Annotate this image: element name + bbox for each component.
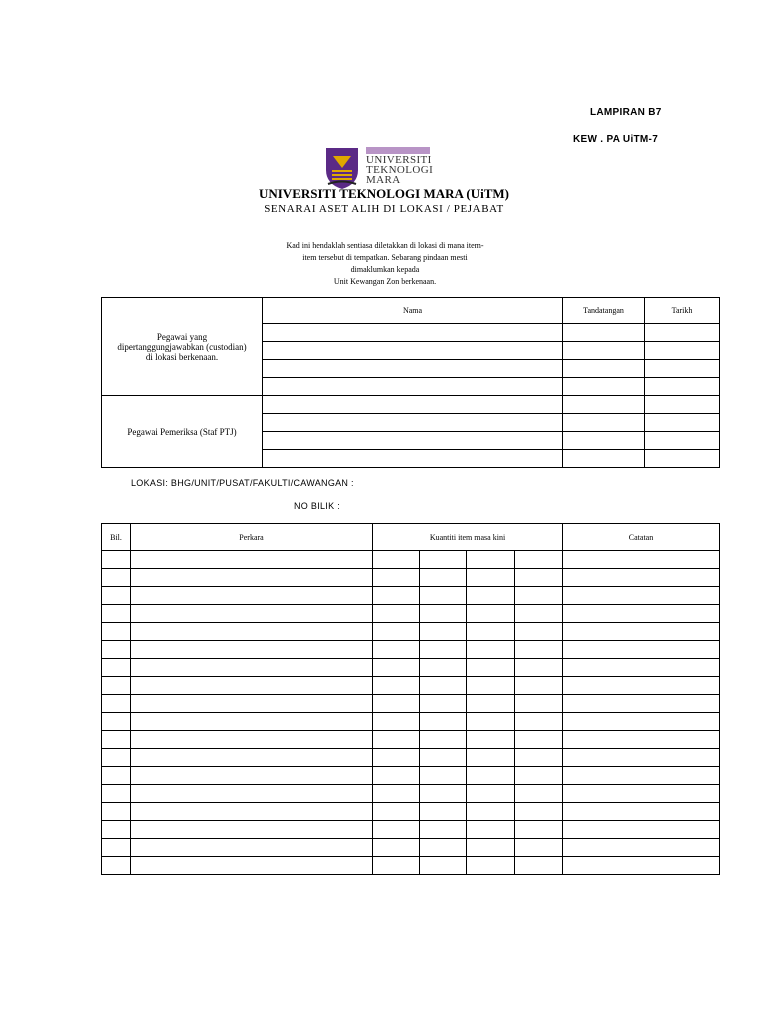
table-row [102,396,720,414]
qty-cell[interactable] [373,659,420,677]
qty-cell[interactable] [467,731,515,749]
bil-cell[interactable] [102,767,131,785]
qty-cell[interactable] [373,731,420,749]
date-cell[interactable] [645,324,720,342]
qty-cell[interactable] [373,713,420,731]
table-row [102,641,720,659]
qty-cell[interactable] [467,551,515,569]
catatan-cell[interactable] [563,803,720,821]
catatan-cell[interactable] [563,677,720,695]
custodian-label: Pegawai yang dipertanggungjawabkan (custodian) di lokasi berkenaan. [102,298,263,396]
qty-cell[interactable] [515,569,563,587]
catatan-cell[interactable] [563,821,720,839]
qty-cell[interactable] [467,785,515,803]
bil-cell[interactable] [102,695,131,713]
logo-text-mara: MARA [366,174,401,186]
qty-cell[interactable] [373,587,420,605]
signature-cell[interactable] [563,414,645,432]
col-header-perkara: Perkara [131,524,373,551]
perkara-cell[interactable] [131,749,373,767]
perkara-cell[interactable] [131,803,373,821]
bil-cell[interactable] [102,551,131,569]
perkara-cell[interactable] [131,587,373,605]
perkara-cell[interactable] [131,605,373,623]
qty-cell[interactable] [467,821,515,839]
perkara-cell[interactable] [131,551,373,569]
table-row [102,551,720,569]
instruction-line: dimaklumkan kepada [350,265,420,274]
qty-cell[interactable] [515,677,563,695]
table-row [102,677,720,695]
name-cell[interactable] [263,396,563,414]
qty-cell[interactable] [373,839,420,857]
qty-cell[interactable] [373,677,420,695]
table-row [102,821,720,839]
signature-cell[interactable] [563,396,645,414]
qty-cell[interactable] [515,839,563,857]
bil-cell[interactable] [102,839,131,857]
instructions [250,240,520,288]
catatan-cell[interactable] [563,713,720,731]
qty-cell[interactable] [515,695,563,713]
officers-table [101,297,720,468]
qty-cell[interactable] [373,803,420,821]
col-header-tandatangan: Tandatangan [563,298,645,324]
qty-cell[interactable] [515,659,563,677]
qty-cell[interactable] [420,857,467,875]
col-header-catatan: Catatan [563,524,720,551]
perkara-cell[interactable] [131,659,373,677]
bil-cell[interactable] [102,587,131,605]
signature-cell[interactable] [563,324,645,342]
qty-cell[interactable] [467,659,515,677]
location-label: LOKASI: BHG/UNIT/PUSAT/FAKULTI/CAWANGAN : [131,478,354,488]
qty-cell[interactable] [467,749,515,767]
bil-cell[interactable] [102,605,131,623]
qty-cell[interactable] [467,767,515,785]
qty-cell[interactable] [420,713,467,731]
bil-cell[interactable] [102,749,131,767]
perkara-cell[interactable] [131,821,373,839]
name-cell[interactable] [263,414,563,432]
qty-cell[interactable] [467,713,515,731]
perkara-cell[interactable] [131,839,373,857]
date-cell[interactable] [645,342,720,360]
qty-cell[interactable] [420,569,467,587]
perkara-cell[interactable] [131,623,373,641]
qty-cell[interactable] [420,659,467,677]
bil-cell[interactable] [102,713,131,731]
qty-cell[interactable] [467,587,515,605]
qty-cell[interactable] [373,821,420,839]
qty-cell[interactable] [467,641,515,659]
col-header-nama: Nama [263,298,563,324]
qty-cell[interactable] [420,551,467,569]
qty-cell[interactable] [515,731,563,749]
logo-text-teknologi: TEKNOLOGI [366,164,434,176]
qty-cell[interactable] [420,587,467,605]
table-row [102,605,720,623]
bil-cell[interactable] [102,623,131,641]
qty-cell[interactable] [467,623,515,641]
perkara-cell[interactable] [131,857,373,875]
perkara-cell[interactable] [131,677,373,695]
instruction-line: item tersebut di tempatkan. Sebarang pindaan mesti [302,253,468,262]
date-cell[interactable] [645,414,720,432]
date-cell[interactable] [645,378,720,396]
table-row [102,713,720,731]
form-title: SENARAI ASET ALIH DI LOKASI / PEJABAT [264,203,504,215]
col-header-tarikh: Tarikh [645,298,720,324]
qty-cell[interactable] [420,821,467,839]
perkara-cell[interactable] [131,569,373,587]
qty-cell[interactable] [467,857,515,875]
bil-cell[interactable] [102,731,131,749]
qty-cell[interactable] [373,569,420,587]
qty-cell[interactable] [373,551,420,569]
qty-cell[interactable] [373,605,420,623]
catatan-cell[interactable] [563,623,720,641]
qty-cell[interactable] [420,695,467,713]
name-cell[interactable] [263,342,563,360]
signature-cell[interactable] [563,450,645,468]
qty-cell[interactable] [420,749,467,767]
table-row [102,857,720,875]
table-row [102,767,720,785]
bil-cell[interactable] [102,659,131,677]
bil-cell[interactable] [102,803,131,821]
signature-cell[interactable] [563,432,645,450]
qty-cell[interactable] [515,821,563,839]
qty-cell[interactable] [515,767,563,785]
qty-cell[interactable] [420,623,467,641]
name-cell[interactable] [263,432,563,450]
university-title: UNIVERSITI TEKNOLOGI MARA (UiTM) [258,186,510,201]
name-cell[interactable] [263,360,563,378]
col-header-kuantiti: Kuantiti item masa kini [373,524,563,551]
qty-cell[interactable] [515,605,563,623]
qty-cell[interactable] [515,623,563,641]
table-row [102,623,720,641]
perkara-cell[interactable] [131,767,373,785]
qty-cell[interactable] [420,803,467,821]
col-header-bil: Bil. [102,524,131,551]
perkara-cell[interactable] [131,695,373,713]
qty-cell[interactable] [467,695,515,713]
qty-cell[interactable] [467,677,515,695]
catatan-cell[interactable] [563,569,720,587]
qty-cell[interactable] [467,839,515,857]
table-row [102,839,720,857]
qty-cell[interactable] [420,731,467,749]
bil-cell[interactable] [102,857,131,875]
perkara-cell[interactable] [131,641,373,659]
catatan-cell[interactable] [563,695,720,713]
qty-cell[interactable] [373,785,420,803]
table-row [102,785,720,803]
qty-cell[interactable] [420,785,467,803]
catatan-cell[interactable] [563,785,720,803]
qty-cell[interactable] [467,605,515,623]
qty-cell[interactable] [515,587,563,605]
table-row [102,587,720,605]
table-row [102,659,720,677]
name-cell[interactable] [263,324,563,342]
qty-cell[interactable] [420,641,467,659]
qty-cell[interactable] [515,857,563,875]
logo-text-universiti: UNIVERSITI [366,154,432,166]
qty-cell[interactable] [420,605,467,623]
qty-cell[interactable] [420,767,467,785]
signature-cell[interactable] [563,360,645,378]
bil-cell[interactable] [102,641,131,659]
qty-cell[interactable] [373,695,420,713]
catatan-cell[interactable] [563,551,720,569]
signature-cell[interactable] [563,378,645,396]
name-cell[interactable] [263,378,563,396]
qty-cell[interactable] [515,785,563,803]
perkara-cell[interactable] [131,785,373,803]
date-cell[interactable] [645,360,720,378]
catatan-cell[interactable] [563,641,720,659]
qty-cell[interactable] [373,641,420,659]
table-row [102,803,720,821]
qty-cell[interactable] [420,839,467,857]
uitm-logo [324,146,436,190]
table-row [102,569,720,587]
qty-cell[interactable] [515,749,563,767]
table-row [102,749,720,767]
inspector-label: Pegawai Pemeriksa (Staf PTJ) [102,396,263,468]
qty-cell[interactable] [373,767,420,785]
instruction-line: Kad ini hendaklah sentiasa diletakkan di lokasi di mana item- [286,241,484,250]
catatan-cell[interactable] [563,659,720,677]
catatan-cell[interactable] [563,587,720,605]
room-number-label: NO BILIK : [294,501,341,511]
catatan-cell[interactable] [563,767,720,785]
bil-cell[interactable] [102,569,131,587]
qty-cell[interactable] [467,569,515,587]
qty-cell[interactable] [467,803,515,821]
date-cell[interactable] [645,396,720,414]
lampiran-ref: LAMPIRAN B7 [590,107,662,118]
qty-cell[interactable] [373,749,420,767]
assets-table [101,523,720,875]
date-cell[interactable] [645,432,720,450]
qty-cell[interactable] [515,713,563,731]
name-cell[interactable] [263,450,563,468]
bil-cell[interactable] [102,677,131,695]
table-row [102,731,720,749]
perkara-cell[interactable] [131,713,373,731]
qty-cell[interactable] [373,857,420,875]
catatan-cell[interactable] [563,839,720,857]
qty-cell[interactable] [515,551,563,569]
qty-cell[interactable] [515,803,563,821]
instruction-line: Unit Kewangan Zon berkenaan. [333,277,437,286]
qty-cell[interactable] [420,677,467,695]
bil-cell[interactable] [102,785,131,803]
form-code: KEW . PA UiTM-7 [573,134,659,145]
bil-cell[interactable] [102,821,131,839]
catatan-cell[interactable] [563,749,720,767]
catatan-cell[interactable] [563,605,720,623]
table-row [102,695,720,713]
date-cell[interactable] [645,450,720,468]
qty-cell[interactable] [515,641,563,659]
perkara-cell[interactable] [131,731,373,749]
qty-cell[interactable] [373,623,420,641]
catatan-cell[interactable] [563,731,720,749]
signature-cell[interactable] [563,342,645,360]
catatan-cell[interactable] [563,857,720,875]
